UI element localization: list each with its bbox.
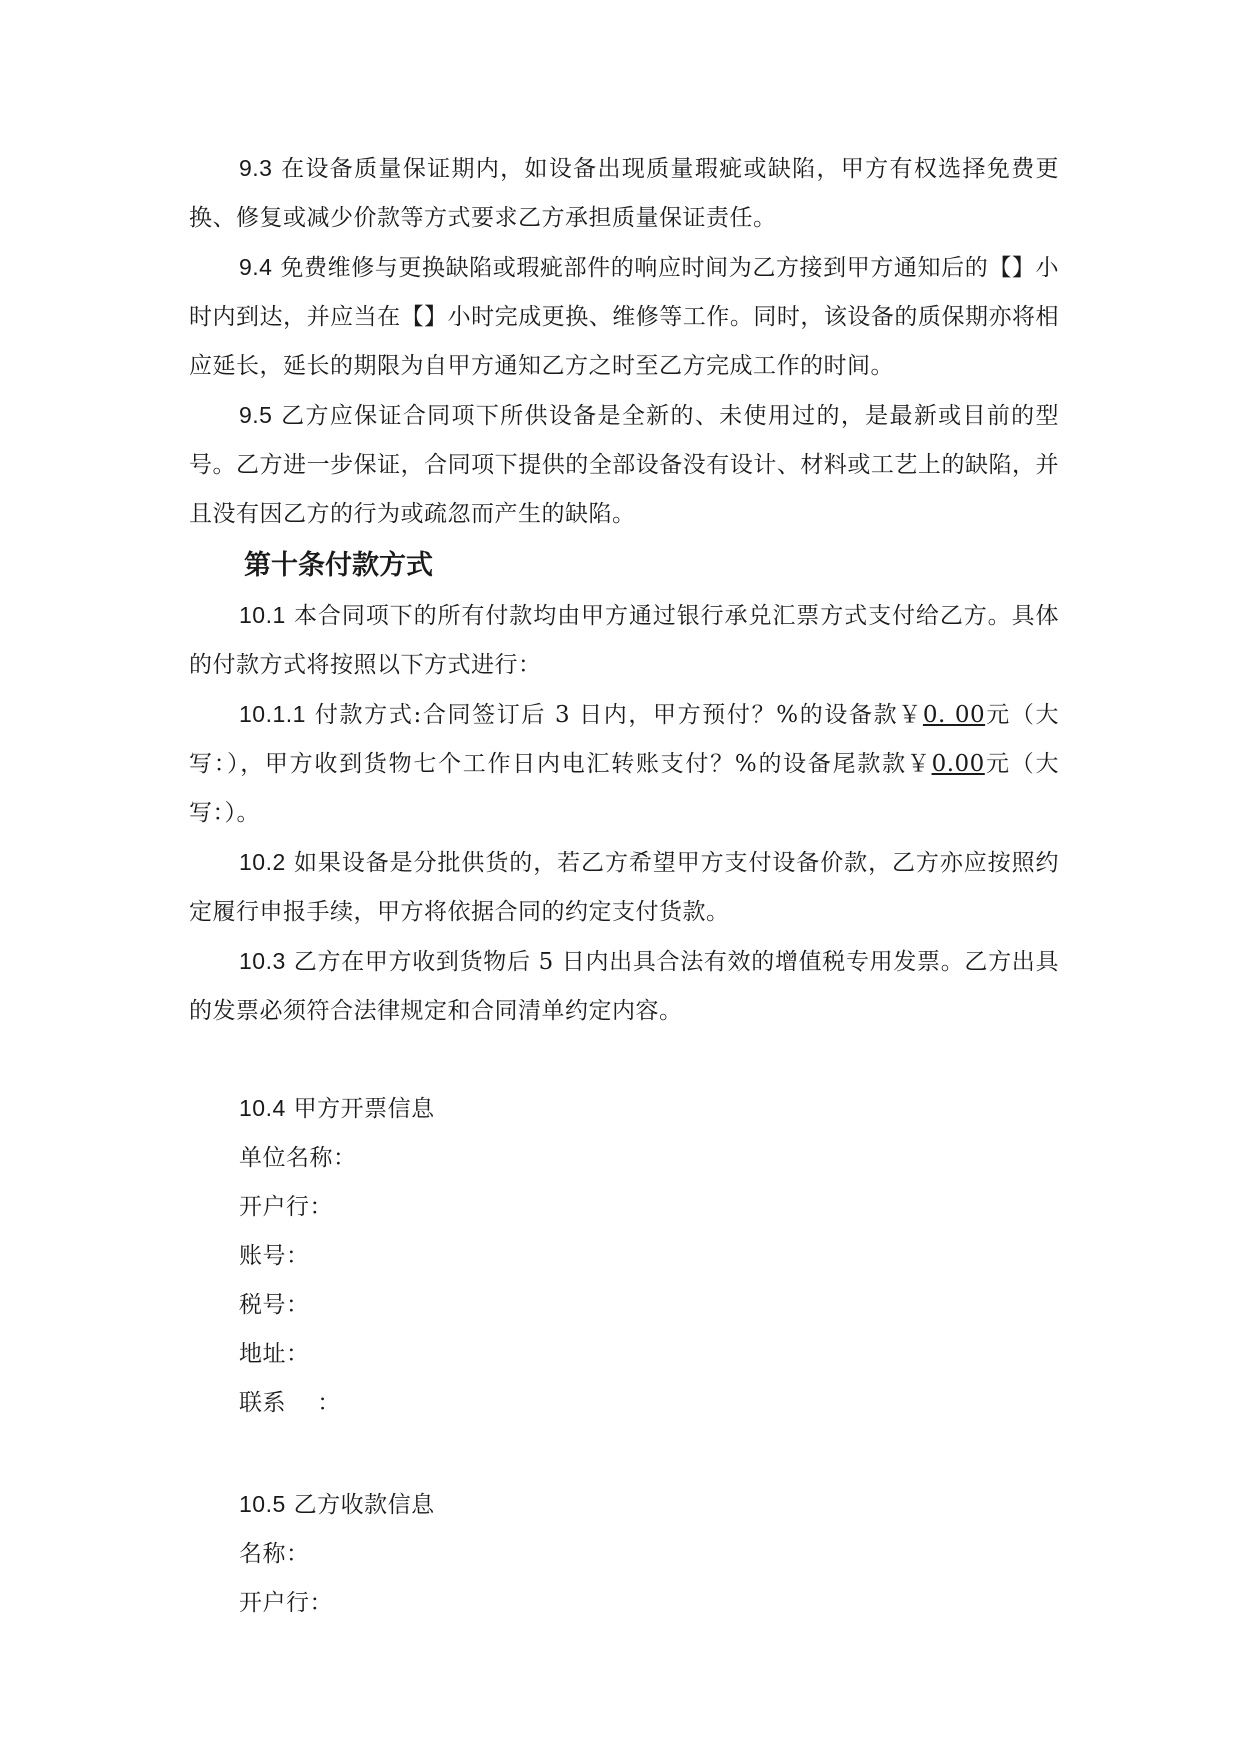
clause-text: 元（大写：）。	[189, 751, 1059, 826]
clause-9-3	[189, 144, 1059, 243]
clause-text: 本合同项下的所有付款均由甲方通过银行承兑汇票方式支付给乙方。具体的付款方式将按照以下方式进行：	[189, 603, 1060, 678]
clause-text: 在设备质量保证期内，如设备出现质量瑕疵或缺陷，甲方有权选择免费更换、修复或减少价款等方式要求乙方承担质量保证责任。	[189, 156, 1060, 231]
clause-10-2	[189, 838, 1059, 937]
clause-9-4	[189, 243, 1059, 391]
document-body	[189, 144, 1059, 1628]
clause-number: 9.3	[239, 155, 273, 181]
clause-10-4-title	[189, 1084, 1059, 1134]
payee-name-line: 名称：	[239, 1541, 310, 1567]
clause-text: 如果设备是分批供货的，若乙方希望甲方支付设备价款，乙方亦应按照约定履行申报手续，甲方将依据合同的约定支付货款。	[189, 850, 1060, 925]
article-10-heading: 第十条付款方式	[244, 550, 433, 581]
invoice-bank-line: 开户行：	[239, 1194, 333, 1220]
clause-number: 10.3	[239, 948, 286, 974]
clause-number: 9.5	[239, 402, 273, 428]
clause-number: 10.2	[239, 849, 286, 875]
invoice-company-name-line: 单位名称：	[239, 1145, 357, 1171]
invoice-tax-number-line: 税号：	[239, 1292, 310, 1318]
spacer	[189, 1036, 1059, 1084]
clause-number: 10.1	[239, 602, 286, 628]
clause-text: 乙方应保证合同项下所供设备是全新的、未使用过的，是最新或目前的型号。乙方进一步保证，合同项下提供的全部设备没有设计、材料或工艺上的缺陷，并且没有因乙方的行为或疏忽而产生的缺陷。	[189, 403, 1060, 527]
invoice-address-line: 地址：	[239, 1341, 310, 1367]
final-payment-amount: 0.00	[931, 751, 985, 777]
clause-10-1-1	[189, 690, 1059, 838]
clause-text: 乙方收款信息	[293, 1492, 435, 1518]
clause-text: 元（大写：），甲方收到货物七个工作日内电汇转账支付？%的设备尾款款￥	[189, 702, 1060, 777]
clause-number: 10.1.1	[239, 701, 306, 727]
clause-text: 乙方在甲方收到货物后 5 日内出具合法有效的增值税专用发票。乙方出具的发票必须符合法律规定和合同清单约定内容。	[189, 949, 1059, 1024]
advance-payment-amount: 0. 00	[922, 702, 986, 728]
clause-text: 付款方式:合同签订后 3 日内，甲方预付？%的设备款￥	[314, 702, 923, 728]
payee-bank-line: 开户行：	[239, 1590, 333, 1616]
spacer	[189, 1428, 1059, 1480]
clause-number: 10.5	[239, 1491, 286, 1517]
invoice-account-line: 账号：	[239, 1243, 310, 1269]
clause-text: 免费维修与更换缺陷或瑕疵部件的响应时间为乙方接到甲方通知后的【】小时内到达，并应当在【】小时完成更换、维修等工作。同时，该设备的质保期亦将相应延长，延长的期限为自甲方通知乙方之时至乙方完成工作的时间。	[189, 255, 1060, 379]
clause-10-3	[189, 937, 1059, 1036]
clause-number: 10.4	[239, 1095, 286, 1121]
clause-10-1	[189, 591, 1059, 690]
clause-9-5	[189, 391, 1059, 539]
clause-10-5-title	[189, 1480, 1059, 1530]
invoice-contact-line: 联系 ：	[239, 1390, 341, 1416]
clause-number: 9.4	[239, 254, 273, 280]
clause-text: 甲方开票信息	[293, 1096, 435, 1122]
